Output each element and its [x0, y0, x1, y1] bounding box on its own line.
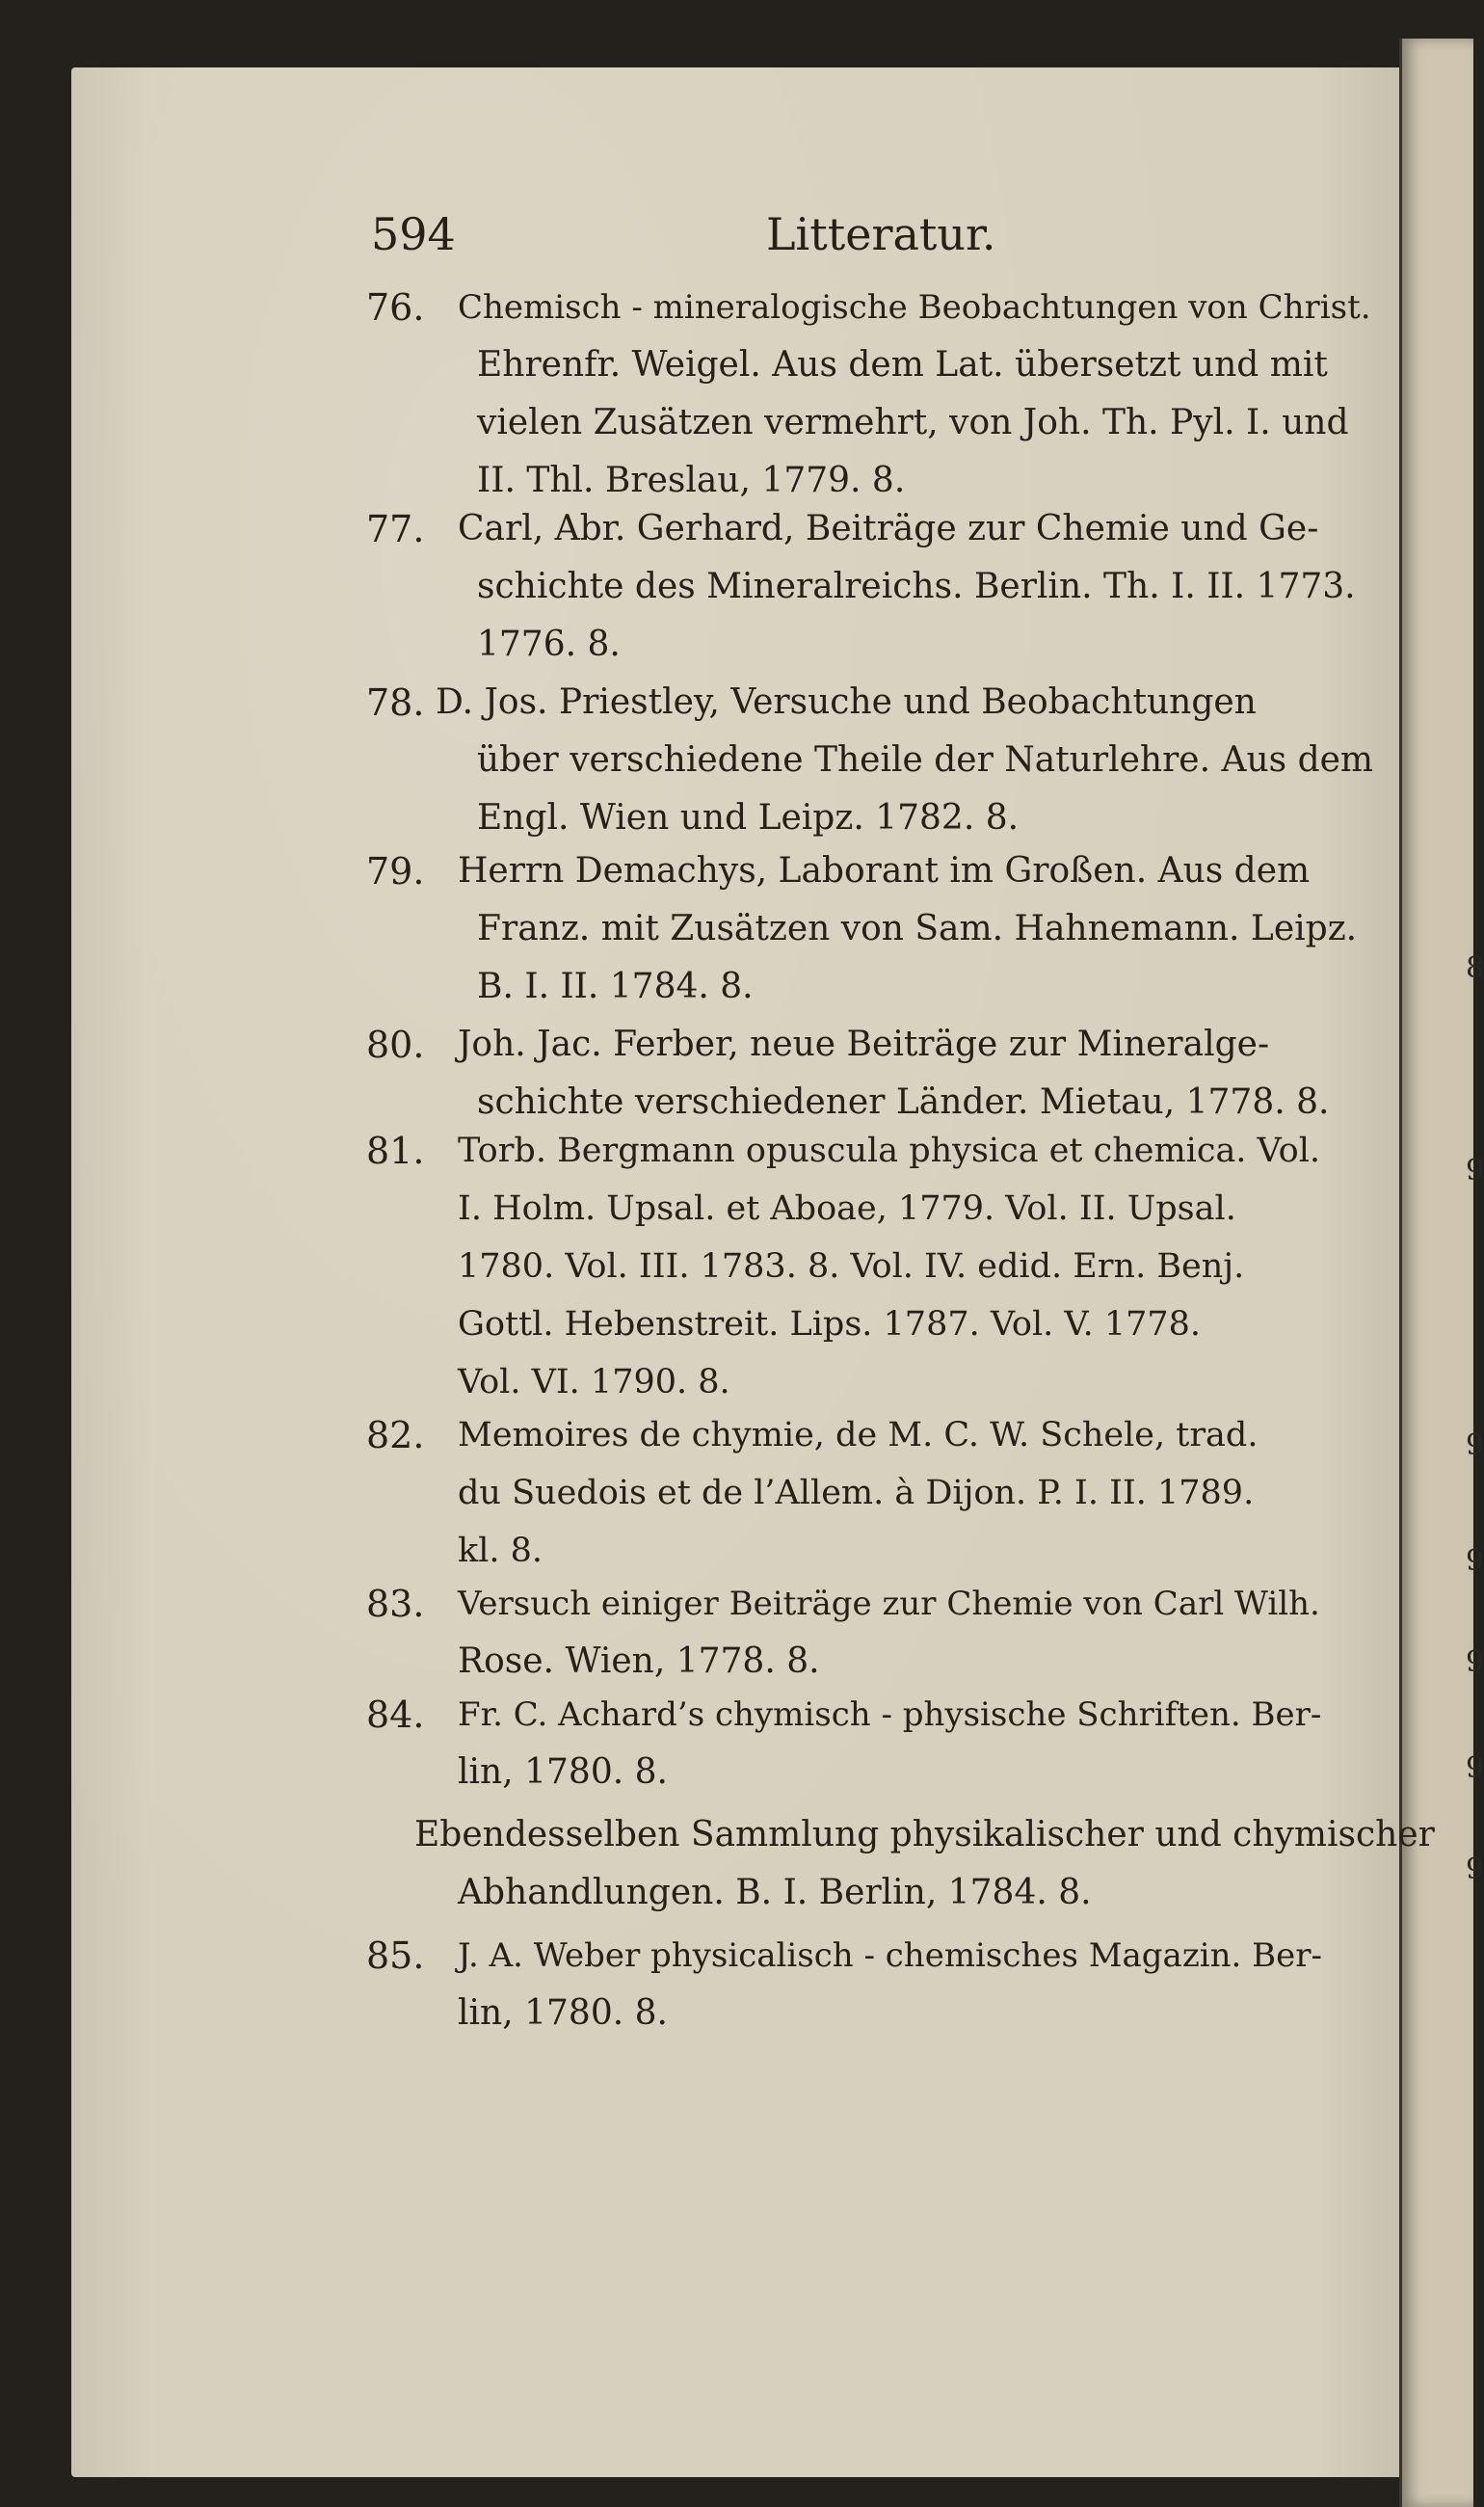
entry-line: II. Thl. Breslau, 1779. 8. [477, 461, 906, 500]
page-number: 594 [371, 208, 456, 260]
entry-line: Chemisch - mineralogische Beobachtungen von Christ. [458, 288, 1371, 327]
entry-line: Gottl. Hebenstreit. Lips. 1787. Vol. V. 1778. [458, 1305, 1202, 1344]
entry-line: lin, 1780. 8. [458, 1993, 668, 2033]
running-head: Litteratur. [766, 208, 996, 260]
entry-line: Versuch einiger Beiträge zur Chemie von Carl Wilh. [458, 1585, 1320, 1623]
entry-line: schichte des Mineralreichs. Berlin. Th. I. II. 1773. [477, 567, 1356, 606]
entry-line: vielen Zusätzen vermehrt, von Joh. Th. Pyl. I. und [477, 403, 1349, 442]
facing-page-fragment: 9 [1466, 1428, 1484, 1462]
entry-number: 83. [366, 1583, 425, 1625]
entry-line: Franz. mit Zusätzen von Sam. Hahnemann. Leipz. [477, 909, 1358, 948]
entry-line: Ehrenfr. Weigel. Aus dem Lat. übersetzt und mit [477, 345, 1328, 385]
entry-line: I. Holm. Upsal. et Aboae, 1779. Vol. II. Upsal. [458, 1189, 1236, 1228]
subentry-line: Ebendesselben Sammlung physikalischer und chymischer [414, 1815, 1435, 1854]
facing-page-fragment: 9 [1466, 1853, 1484, 1886]
entry-number: 77. [366, 508, 425, 550]
entry-number: 85. [366, 1934, 425, 1977]
entry-number: 80. [366, 1024, 425, 1066]
facing-page-edge [1399, 39, 1484, 2507]
entry-line: 1780. Vol. III. 1783. 8. Vol. IV. edid. Ern. Benj. [458, 1247, 1245, 1286]
entry-number: 84. [366, 1694, 425, 1736]
facing-page-fragment: 9 [1466, 1645, 1484, 1679]
subentry-line: Abhandlungen. B. I. Berlin, 1784. 8. [458, 1873, 1092, 1912]
entry-line: Carl, Abr. Gerhard, Beiträge zur Chemie und Ge- [458, 509, 1319, 548]
entry-line: Herrn Demachys, Laborant im Großen. Aus dem [458, 851, 1311, 891]
entry-line: Vol. VI. 1790. 8. [458, 1363, 730, 1401]
entry-number: 81. [366, 1130, 425, 1172]
entry-line: lin, 1780. 8. [458, 1752, 668, 1792]
entry-line: Fr. C. Achard’s chymisch - physische Schriften. Ber- [458, 1695, 1322, 1734]
entry-line: 1776. 8. [477, 625, 621, 664]
facing-page-fragment: 9 [1466, 1544, 1484, 1578]
entry-line: D. Jos. Priestley, Versuche und Beobachtungen [436, 682, 1257, 722]
facing-page-fragment: 9 [1466, 1751, 1484, 1785]
entry-line: Torb. Bergmann opuscula physica et chemica. Vol. [458, 1132, 1321, 1170]
entry-line: Joh. Jac. Ferber, neue Beiträge zur Mineralge- [458, 1025, 1270, 1064]
entry-line: kl. 8. [458, 1532, 543, 1570]
entry-line: J. A. Weber physicalisch - chemisches Magazin. Ber- [458, 1936, 1322, 1975]
facing-page-fragment: 9 [1466, 1154, 1484, 1187]
entry-line: schichte verschiedener Länder. Mietau, 1778. 8. [477, 1082, 1330, 1122]
entry-number: 76. [366, 286, 425, 329]
entry-line: B. I. II. 1784. 8. [477, 967, 754, 1006]
entry-line: Engl. Wien und Leipz. 1782. 8. [477, 798, 1020, 838]
entry-line: Rose. Wien, 1778. 8. [458, 1641, 820, 1681]
entry-line: Memoires de chymie, de M. C. W. Schele, trad. [458, 1416, 1259, 1454]
entry-line: über verschiedene Theile der Naturlehre. Aus dem [477, 740, 1374, 780]
entry-number: 82. [366, 1414, 425, 1456]
facing-page-fragment: 8 [1466, 951, 1484, 985]
entry-number: 79. [366, 850, 425, 893]
entry-line: du Suedois et de l’Allem. à Dijon. P. I. II. 1789. [458, 1474, 1255, 1512]
entry-number: 78. [366, 681, 425, 724]
